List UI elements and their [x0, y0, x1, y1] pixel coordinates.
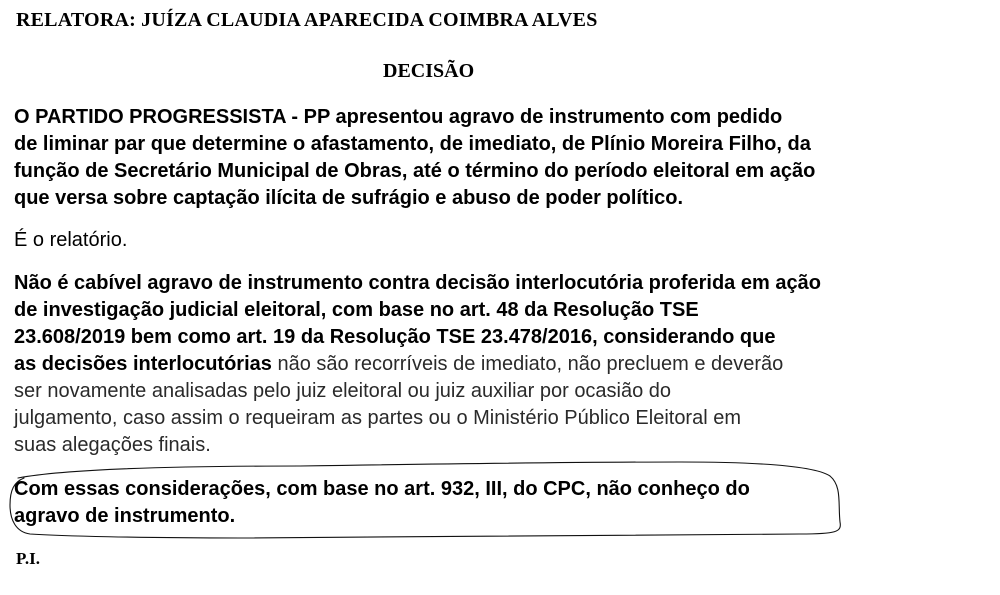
- paragraph-line: ser novamente analisadas pelo juiz eleitoral ou juiz auxiliar por ocasião do: [14, 380, 672, 402]
- decision-title: DECISÃO: [383, 60, 475, 82]
- paragraph-line: julgamento, caso assim o requeiram as partes ou o Ministério Público Eleitoral em: [14, 407, 742, 429]
- paragraph-line: agravo de instrumento.: [14, 505, 236, 527]
- paragraph-reasoning: [14, 270, 821, 459]
- paragraph-line: de liminar par que determine o afastamento, de imediato, de Plínio Moreira Filho, da: [14, 133, 811, 155]
- closing-pi: P.I.: [16, 549, 40, 568]
- paragraph-petition: [14, 104, 815, 212]
- paragraph-line: que versa sobre captação ilícita de sufrágio e abuso de poder político.: [14, 187, 684, 209]
- paragraph-line: [14, 351, 821, 378]
- paragraph-line: de investigação judicial eleitoral, com base no art. 48 da Resolução TSE: [14, 299, 699, 321]
- paragraph-line: função de Secretário Municipal de Obras, até o término do período eleitoral em ação: [14, 160, 816, 182]
- paragraph-line-light: não são recorríveis de imediato, não precluem e deverão: [271, 353, 784, 375]
- paragraph-line: suas alegações finais.: [14, 434, 211, 456]
- paragraph-line: É o relatório.: [14, 229, 128, 251]
- paragraph-line: Não é cabível agravo de instrumento contra decisão interlocutória proferida em ação: [14, 272, 821, 294]
- relatora-heading: RELATORA: JUÍZA CLAUDIA APARECIDA COIMBRA ALVES: [16, 9, 598, 31]
- paragraph-conclusion: [14, 476, 750, 530]
- paragraph-line: Com essas considerações, com base no art. 932, III, do CPC, não conheço do: [14, 478, 750, 500]
- paragraph-line: O PARTIDO PROGRESSISTA - PP apresentou agravo de instrumento com pedido: [14, 106, 783, 128]
- paragraph-line-bold: as decisões interlocutórias: [14, 353, 272, 375]
- paragraph-report: [14, 227, 127, 254]
- paragraph-line: 23.608/2019 bem como art. 19 da Resolução TSE 23.478/2016, considerando que: [14, 326, 776, 348]
